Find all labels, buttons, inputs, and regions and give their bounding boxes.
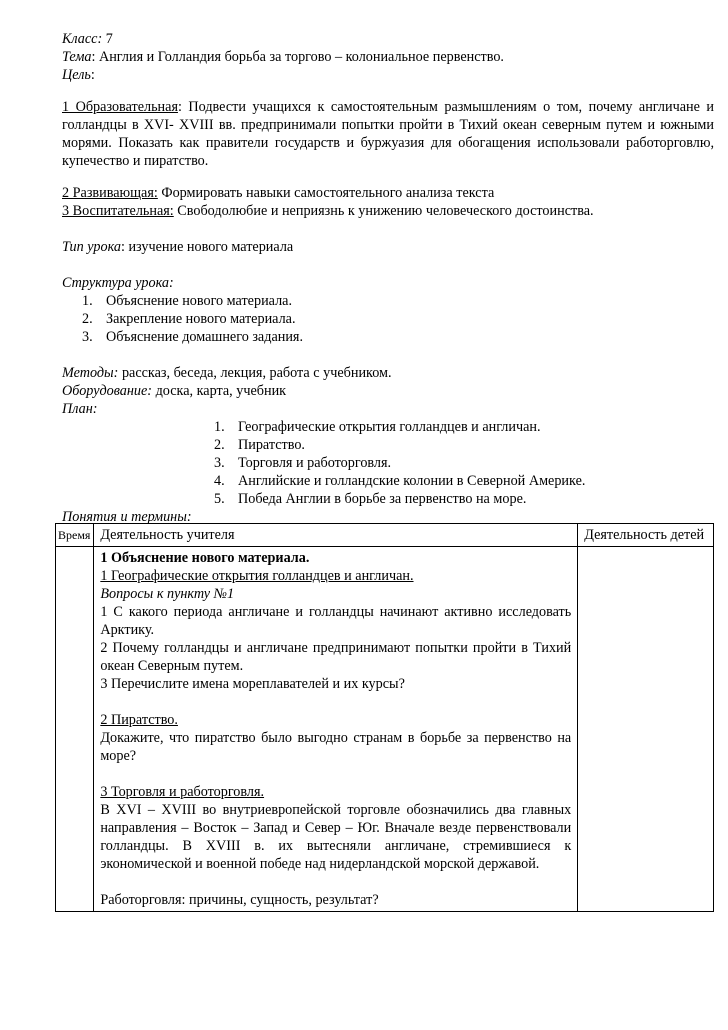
point2-title: 2 Пиратство. bbox=[100, 712, 178, 728]
class-line bbox=[62, 30, 714, 48]
equipment-line bbox=[62, 382, 714, 400]
list-item-text: Географические открытия голландцев и англичан. bbox=[238, 419, 541, 436]
list-item bbox=[62, 328, 714, 346]
col-teacher-header: Деятельность учителя bbox=[94, 524, 578, 547]
plan-label: План: bbox=[62, 401, 98, 418]
point3-question: Работорговля: причины, сущность, результат? bbox=[100, 892, 379, 908]
point1-question-3: 3 Перечислите имена мореплавателей и их курсы? bbox=[100, 676, 405, 692]
list-item-number: 5. bbox=[214, 491, 225, 508]
class-label: Класс: bbox=[62, 31, 103, 47]
lesson-type-line bbox=[62, 238, 714, 256]
table-header-row bbox=[56, 524, 714, 547]
list-item bbox=[62, 454, 714, 472]
structure-label: Структура урока: bbox=[62, 275, 174, 292]
methods-line bbox=[62, 364, 714, 382]
list-item-number: 2. bbox=[82, 311, 93, 328]
list-item-text: Английские и голландские колонии в Северной Америке. bbox=[238, 473, 586, 490]
goal-line bbox=[62, 66, 714, 84]
list-item bbox=[62, 436, 714, 454]
structure-list bbox=[62, 292, 714, 346]
goal-educational-text: : Подвести учащихся к самостоятельным размышлениям о том, почему англичане и голландцы в XVI- XVIII вв. предпринимали попытки пройти в Тихий океан северным путем и южными морями. Показать как правители государств и буржуазия для обогащения использовали работорговлю, купечество и пиратство. bbox=[62, 99, 714, 170]
goal-colon: : bbox=[90, 67, 95, 83]
list-item bbox=[62, 490, 714, 508]
list-item-text: Победа Англии в борьбе за первенство на море. bbox=[238, 491, 527, 508]
lesson-type-value: : изучение нового материала bbox=[120, 239, 294, 256]
goal-upbringing bbox=[62, 202, 714, 220]
list-item-text: Закрепление нового материала. bbox=[106, 311, 296, 328]
lesson-plan-header bbox=[62, 30, 714, 526]
topic-value: : Англия и Голландия борьба за торгово – колониальное первенство. bbox=[91, 49, 504, 65]
point1-question-2: 2 Почему голландцы и англичане предпринимают попытки пройти в Тихий океан Северным путем. bbox=[100, 640, 572, 674]
plan-list bbox=[62, 418, 714, 508]
point3-text: В XVI – XVIII во внутриевропейской торговле обозначились два главных направления – Восток – Запад и Север – Юг. Вначале везде первенствовали голландцы. В XVIII в. их вытесняли англичане, стремившиеся к экономической и военной победе над нидерландской морской державой. bbox=[100, 802, 572, 872]
list-item-text: Объяснение нового материала. bbox=[106, 293, 293, 310]
goal-upbringing-text: Свободолюбие и неприязнь к унижению человеческого достоинства. bbox=[173, 203, 594, 220]
goal-developing-label: 2 Развивающая: bbox=[62, 185, 158, 202]
goal-upbringing-label: 3 Воспитательная: bbox=[62, 203, 174, 220]
children-activity-cell bbox=[578, 547, 714, 912]
topic-label: Тема bbox=[62, 49, 92, 65]
goal-educational-label: 1 Образовательная bbox=[62, 99, 178, 116]
class-value: 7 bbox=[102, 31, 113, 47]
lesson-table bbox=[55, 523, 714, 912]
list-item-text: Торговля и работорговля. bbox=[238, 455, 392, 472]
topic-line bbox=[62, 48, 714, 66]
col-children-header: Деятельность детей bbox=[578, 524, 714, 547]
time-cell bbox=[56, 547, 94, 912]
point1-questions-label: Вопросы к пункту №1 bbox=[100, 586, 235, 602]
equipment-value: доска, карта, учебник bbox=[152, 383, 287, 400]
goal-label: Цель bbox=[62, 67, 91, 83]
list-item-number: 3. bbox=[214, 455, 225, 472]
terms-label: Понятия и термины: bbox=[62, 509, 192, 526]
list-item-text: Объяснение домашнего задания. bbox=[106, 329, 304, 346]
list-item-number: 1. bbox=[82, 293, 93, 310]
list-item-number: 2. bbox=[214, 437, 225, 454]
list-item-number: 3. bbox=[82, 329, 93, 346]
list-item-number: 1. bbox=[214, 419, 225, 436]
col-time-header: Время bbox=[56, 524, 94, 547]
list-item-text: Пиратство. bbox=[238, 437, 305, 454]
list-item-number: 4. bbox=[214, 473, 225, 490]
section-title: 1 Объяснение нового материала. bbox=[100, 550, 310, 566]
point2-text: Докажите, что пиратство было выгодно странам в борьбе за первенство на море? bbox=[100, 730, 572, 764]
lesson-type-label: Тип урока bbox=[62, 239, 121, 256]
methods-label: Методы: bbox=[62, 365, 119, 382]
point1-title: 1 Географические открытия голландцев и англичан. bbox=[100, 568, 414, 584]
point3-title: 3 Торговля и работорговля. bbox=[100, 784, 265, 800]
goal-educational bbox=[62, 98, 714, 170]
list-item bbox=[62, 472, 714, 490]
list-item bbox=[62, 310, 714, 328]
goal-developing bbox=[62, 184, 714, 202]
table-row bbox=[56, 547, 714, 912]
goal-developing-text: Формировать навыки самостоятельного анализа текста bbox=[157, 185, 495, 202]
teacher-activity-cell bbox=[94, 547, 578, 912]
list-item bbox=[62, 418, 714, 436]
point1-question-1: 1 С какого периода англичане и голландцы начинают активно исследовать Арктику. bbox=[100, 604, 572, 638]
methods-value: рассказ, беседа, лекция, работа с учебником. bbox=[118, 365, 392, 382]
equipment-label: Оборудование: bbox=[62, 383, 153, 400]
list-item bbox=[62, 292, 714, 310]
